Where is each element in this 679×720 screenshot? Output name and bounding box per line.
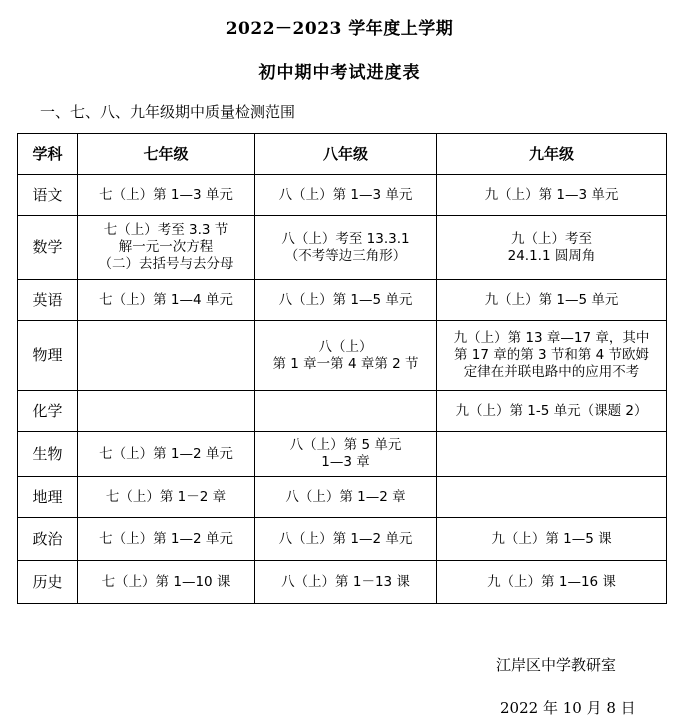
scope-cell-g9 — [437, 391, 667, 432]
table-row — [18, 477, 667, 518]
scope-cell-g9 — [437, 432, 667, 477]
scope-line: 七（上）第 1—3 单元 — [99, 186, 233, 203]
column-header-subject: 学科 — [18, 134, 78, 175]
scope-cell-g7 — [78, 432, 255, 477]
section-heading: 一、七、八、九年级期中质量检测范围 — [40, 103, 296, 121]
document-title: 2022－2023 学年度上学期 — [225, 19, 454, 39]
scope-cell-g7 — [78, 391, 255, 432]
scope-line: 七（上）考至 3.3 节 — [103, 222, 229, 238]
table-row — [18, 280, 667, 321]
scope-line: 七（上）第 1—10 课 — [101, 573, 231, 590]
subject-cell: 生物 — [18, 432, 78, 477]
scope-cell-g8 — [255, 518, 437, 561]
table-row — [18, 518, 667, 561]
scope-cell-g7 — [78, 280, 255, 321]
column-header-grade9: 九年级 — [437, 134, 667, 175]
document-subtitle: 初中期中考试进度表 — [258, 63, 421, 83]
scope-line: 八（上）第 1—2 章 — [285, 488, 406, 505]
column-header-grade7: 七年级 — [78, 134, 255, 175]
scope-cell-g9 — [437, 280, 667, 321]
scope-cell-g7 — [78, 561, 255, 604]
subject-cell: 英语 — [18, 280, 78, 321]
scope-cell-g9 — [437, 175, 667, 216]
scope-cell-g8 — [255, 432, 437, 477]
issuing-organization: 江岸区中学教研室 — [496, 656, 617, 674]
scope-cell-g8 — [255, 175, 437, 216]
issue-date: 2022 年 10 月 8 日 — [500, 699, 636, 717]
scope-line: 七（上）第 1—2 单元 — [99, 445, 233, 462]
exam-scope-table — [17, 133, 667, 604]
table-row — [18, 216, 667, 280]
scope-line: 24.1.1 圆周角 — [507, 247, 596, 264]
scope-line: 九（上）第 1-5 单元（课题 2） — [455, 402, 648, 419]
scope-line: （不考等边三角形） — [284, 247, 407, 264]
scope-line: 第 17 章的第 3 节和第 4 节欧姆 — [453, 347, 650, 363]
table-row — [18, 175, 667, 216]
scope-line: 九（上）考至 — [511, 230, 592, 247]
scope-line: 八（上）第 1—2 单元 — [278, 530, 413, 547]
scope-line: 八（上）第 1—5 单元 — [278, 291, 413, 308]
scope-line: 八（上） — [318, 338, 373, 355]
scope-cell-g9 — [437, 561, 667, 604]
scope-cell-g7 — [78, 477, 255, 518]
scope-cell-g8 — [255, 321, 437, 391]
subject-cell: 历史 — [18, 561, 78, 604]
scope-line: 八（上）第 5 单元 — [289, 437, 402, 453]
scope-cell-g9 — [437, 518, 667, 561]
scope-cell-g8 — [255, 280, 437, 321]
scope-cell-g7 — [78, 216, 255, 280]
subject-cell: 政治 — [18, 518, 78, 561]
scope-cell-g9 — [437, 321, 667, 391]
subject-cell: 化学 — [18, 391, 78, 432]
scope-line: 九（上）第 13 章—17 章，其中 — [453, 330, 650, 346]
scope-line: 九（上）第 1—16 课 — [487, 573, 616, 590]
table-row — [18, 321, 667, 391]
table-header-row — [18, 134, 667, 175]
scope-line: （二）去括号与去分母 — [98, 256, 234, 272]
scope-line: 解一元一次方程 — [118, 239, 214, 255]
scope-line: 七（上）第 1—2 单元 — [99, 530, 233, 547]
table-row — [18, 432, 667, 477]
scope-line: 第 1 章一第 4 章第 2 节 — [272, 355, 419, 372]
scope-line: 九（上）第 1—5 课 — [491, 530, 612, 547]
scope-line: 七（上）第 1－2 章 — [105, 488, 227, 505]
table-row — [18, 561, 667, 604]
scope-line: 九（上）第 1—5 单元 — [484, 291, 619, 308]
scope-cell-g7 — [78, 321, 255, 391]
scope-cell-g8 — [255, 216, 437, 280]
subject-cell: 物理 — [18, 321, 78, 391]
scope-line: 八（上）考至 13.3.1 — [281, 230, 410, 247]
table-body — [18, 175, 667, 604]
table-row — [18, 391, 667, 432]
scope-cell-g8 — [255, 561, 437, 604]
scope-line: 1—3 章 — [321, 454, 370, 470]
scope-line: 定律在并联电路中的应用不考 — [463, 364, 640, 380]
subject-cell: 语文 — [18, 175, 78, 216]
scope-line: 九（上）第 1—3 单元 — [484, 186, 619, 203]
scope-line: 七（上）第 1—4 单元 — [99, 291, 233, 308]
scope-cell-g8 — [255, 477, 437, 518]
scope-cell-g9 — [437, 216, 667, 280]
subject-cell: 地理 — [18, 477, 78, 518]
scope-cell-g9 — [437, 477, 667, 518]
scope-cell-g7 — [78, 518, 255, 561]
scope-cell-g8 — [255, 391, 437, 432]
scope-line: 八（上）第 1—3 单元 — [278, 186, 413, 203]
column-header-grade8: 八年级 — [255, 134, 437, 175]
scope-line: 八（上）第 1－13 课 — [281, 573, 410, 590]
scope-cell-g7 — [78, 175, 255, 216]
subject-cell: 数学 — [18, 216, 78, 280]
